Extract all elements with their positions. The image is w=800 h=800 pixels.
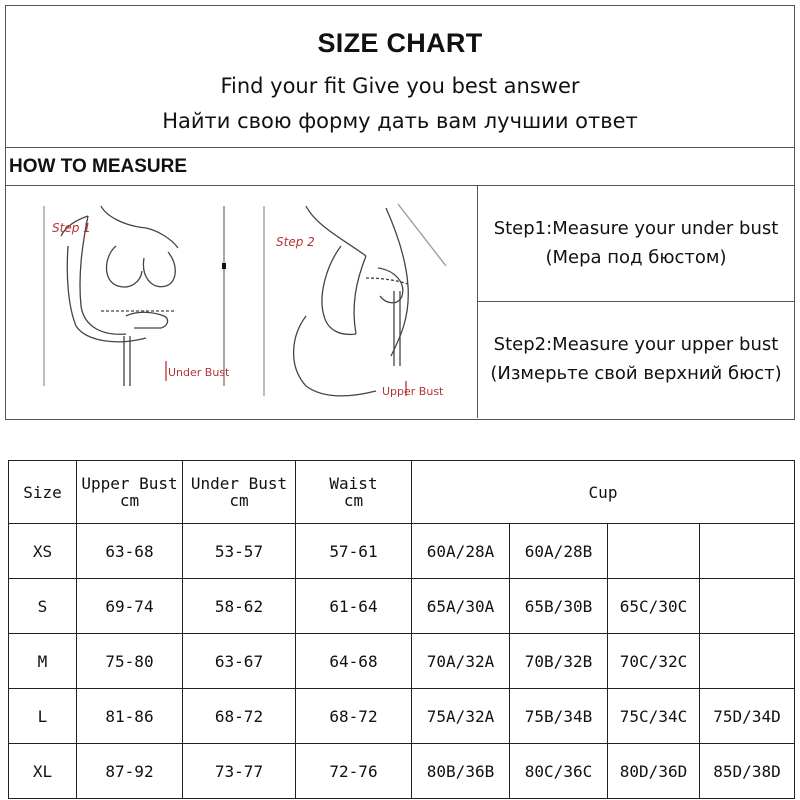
table-row xyxy=(9,634,795,689)
how-to-measure-section xyxy=(5,148,795,420)
cell-size: XS xyxy=(9,524,77,579)
cell-waist: 64-68 xyxy=(296,634,412,689)
table-row xyxy=(9,579,795,634)
cell-size: XL xyxy=(9,744,77,799)
cell-waist: 57-61 xyxy=(296,524,412,579)
subtitle-english: Find your fit Give you best answer xyxy=(220,74,580,98)
cell-size: L xyxy=(9,689,77,744)
measure-illustration-svg xyxy=(6,186,476,418)
cell-cup: 65A/30A xyxy=(412,579,510,634)
cell-cup: 70C/32C xyxy=(608,634,700,689)
cell-upper-bust: 63-68 xyxy=(77,524,183,579)
cell-upper-bust: 75-80 xyxy=(77,634,183,689)
upper-bust-caption: Upper Bust xyxy=(382,385,444,398)
measure-steps xyxy=(478,186,794,418)
step2-instructions xyxy=(478,302,794,418)
cell-under-bust: 73-77 xyxy=(183,744,296,799)
step2-text-english: Step2:Measure your upper bust xyxy=(493,334,779,355)
table-header-row xyxy=(9,461,795,524)
table-row xyxy=(9,689,795,744)
header-size: Size xyxy=(9,461,77,524)
cell-under-bust: 68-72 xyxy=(183,689,296,744)
header-waist: Waist cm xyxy=(296,461,412,524)
cell-waist: 61-64 xyxy=(296,579,412,634)
page-title: SIZE CHART xyxy=(317,28,483,58)
cell-under-bust: 53-57 xyxy=(183,524,296,579)
cell-cup xyxy=(700,579,795,634)
cell-cup: 75A/32A xyxy=(412,689,510,744)
cell-upper-bust: 87-92 xyxy=(77,744,183,799)
header-box xyxy=(5,5,795,148)
cell-upper-bust: 69-74 xyxy=(77,579,183,634)
cell-cup: 65B/30B xyxy=(510,579,608,634)
size-table xyxy=(8,460,795,799)
step1-text-english: Step1:Measure your under bust xyxy=(493,218,779,239)
step1-illustration-label: Step 1 xyxy=(52,221,91,235)
cell-cup: 75B/34B xyxy=(510,689,608,744)
cell-cup xyxy=(700,524,795,579)
how-to-measure-header xyxy=(6,148,794,186)
step1-text-russian: (Мера под бюстом) xyxy=(545,247,727,268)
header-cup: Cup xyxy=(412,461,795,524)
cell-waist: 72-76 xyxy=(296,744,412,799)
cell-cup: 75D/34D xyxy=(700,689,795,744)
cell-cup: 80B/36B xyxy=(412,744,510,799)
cell-cup: 60A/28A xyxy=(412,524,510,579)
cell-cup xyxy=(608,524,700,579)
header-under-bust: Under Bust cm xyxy=(183,461,296,524)
measure-illustrations xyxy=(6,186,478,418)
cell-cup: 70A/32A xyxy=(412,634,510,689)
cell-cup: 85D/38D xyxy=(700,744,795,799)
subtitle-russian: Найти свою форму дать вам лучшии ответ xyxy=(162,109,638,133)
cell-size: S xyxy=(9,579,77,634)
cell-under-bust: 63-67 xyxy=(183,634,296,689)
cell-cup: 70B/32B xyxy=(510,634,608,689)
cell-cup: 80C/36C xyxy=(510,744,608,799)
cell-cup: 60A/28B xyxy=(510,524,608,579)
step1-instructions xyxy=(478,186,794,302)
cell-under-bust: 58-62 xyxy=(183,579,296,634)
cell-waist: 68-72 xyxy=(296,689,412,744)
under-bust-caption: Under Bust xyxy=(168,366,230,379)
cell-upper-bust: 81-86 xyxy=(77,689,183,744)
step2-illustration-label: Step 2 xyxy=(276,235,315,249)
cell-cup: 75C/34C xyxy=(608,689,700,744)
step2-text-russian: (Измерьте свой верхний бюст) xyxy=(490,363,782,384)
cell-cup: 80D/36D xyxy=(608,744,700,799)
cell-cup xyxy=(700,634,795,689)
cell-size: M xyxy=(9,634,77,689)
cell-cup: 65C/30C xyxy=(608,579,700,634)
header-upper-bust: Upper Bust cm xyxy=(77,461,183,524)
how-to-measure-heading: HOW TO MEASURE xyxy=(9,156,188,177)
table-row xyxy=(9,744,795,799)
step2-figure-illustration xyxy=(264,204,446,396)
table-row xyxy=(9,524,795,579)
